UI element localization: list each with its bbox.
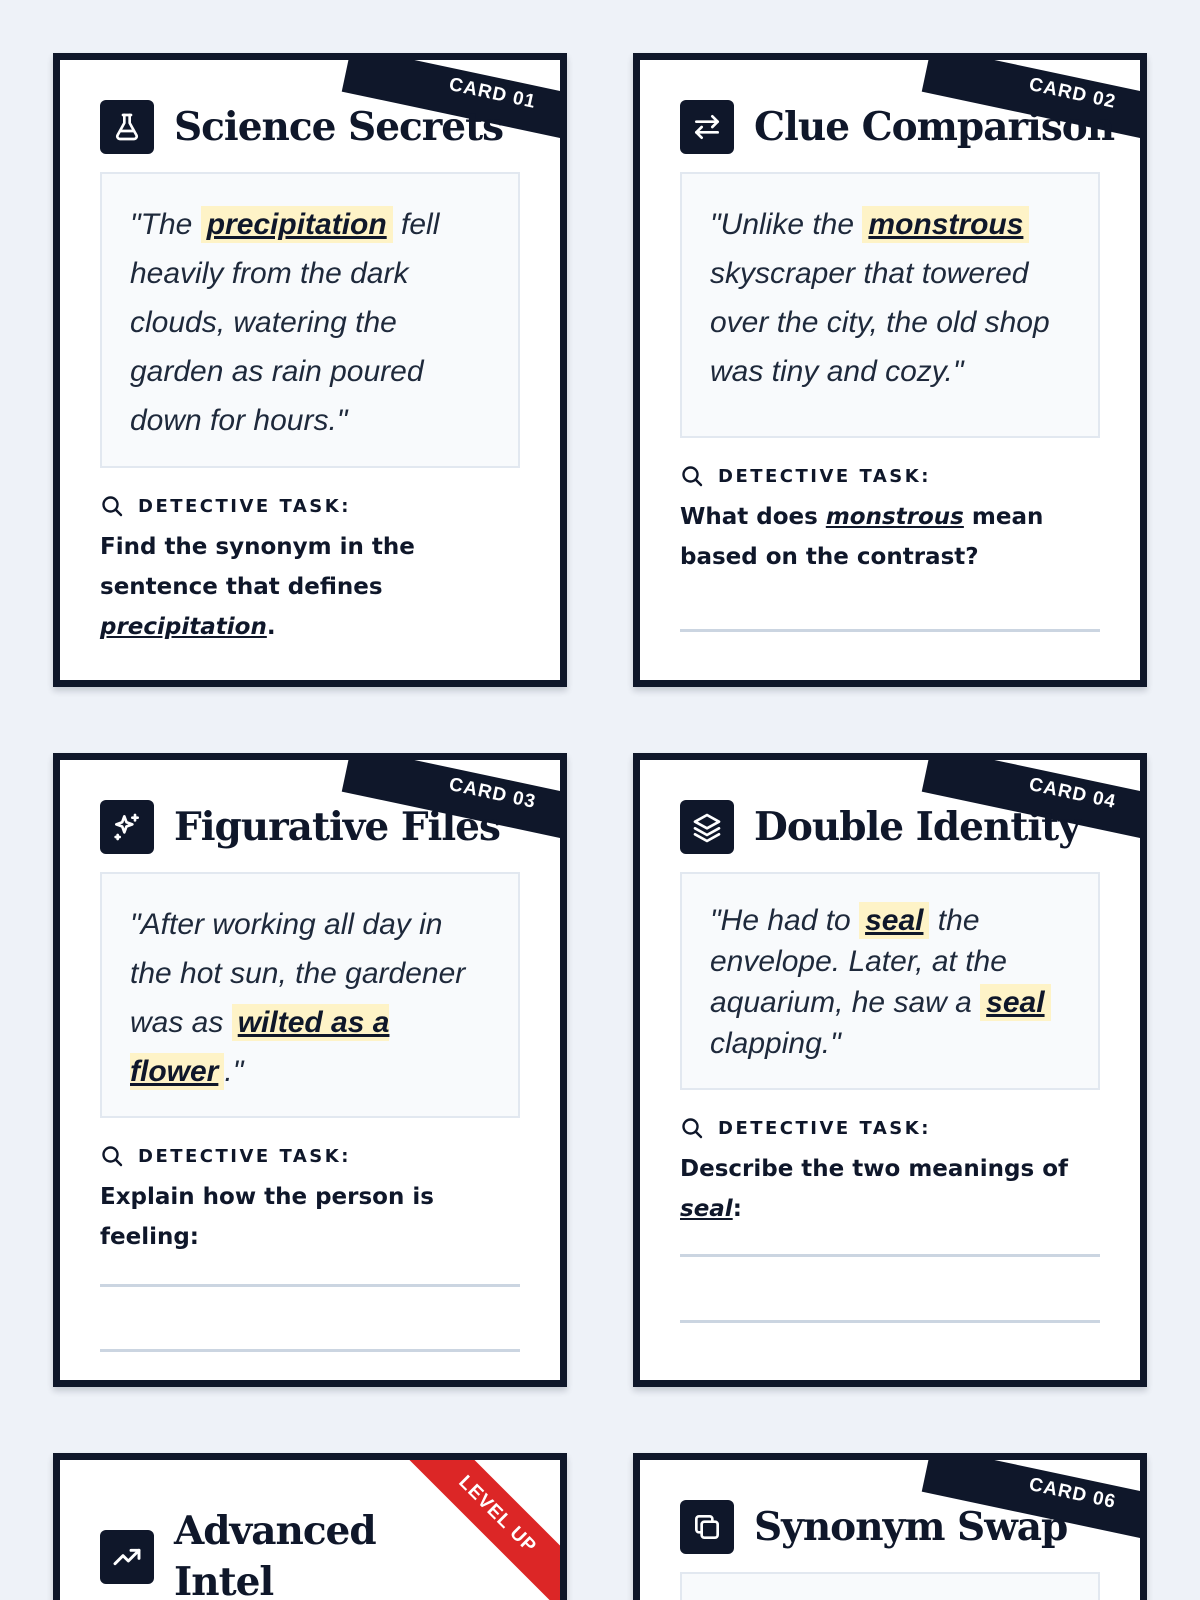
card-title — [174, 1506, 376, 1600]
vocab-card — [633, 53, 1147, 687]
task-keyword: precipitation — [100, 614, 267, 640]
quote-text: "The — [130, 208, 201, 241]
task-text — [680, 497, 1110, 577]
task-label — [680, 1116, 931, 1140]
answer-line[interactable] — [100, 1349, 520, 1352]
layers-icon — [680, 800, 734, 854]
task-text — [680, 1149, 1110, 1229]
card-header — [680, 100, 1114, 154]
card-title: Clue Comparison — [754, 104, 1115, 150]
card-header — [680, 1500, 1067, 1554]
quote-box — [680, 172, 1100, 438]
answer-line[interactable] — [680, 629, 1100, 632]
card-number: CARD 04 — [1027, 774, 1118, 813]
task-label-text: DETECTIVE TASK: — [718, 1117, 931, 1139]
card-number: CARD 02 — [1027, 74, 1118, 113]
flask-icon — [100, 100, 154, 154]
card-title: Synonym Swap — [754, 1504, 1068, 1550]
quote-text: "After working all day in the hot sun, the gardener was as — [130, 908, 466, 1039]
card-number: CARD 01 — [447, 74, 538, 113]
task-text-part: . — [266, 614, 276, 640]
task-label — [100, 494, 351, 518]
card-number: CARD 03 — [447, 774, 538, 813]
quote-text: clapping." — [710, 1027, 841, 1060]
task-text-part: What does — [680, 504, 826, 530]
quote-box — [680, 872, 1100, 1090]
trending-up-icon — [100, 1530, 154, 1584]
highlighted-word: seal — [980, 984, 1050, 1021]
quote-text: fell heavily from the dark clouds, watering the garden as rain poured down for hours." — [130, 208, 440, 437]
magnifier-icon — [100, 494, 124, 518]
card-title: Science Secrets — [174, 104, 504, 150]
card-header — [100, 1506, 376, 1600]
quote-text: skyscraper that towered over the city, the old shop was tiny and cozy." — [710, 257, 1050, 388]
quote-box — [680, 1572, 1100, 1600]
task-text-part: Explain how the person is feeling: — [100, 1184, 434, 1250]
highlighted-word: monstrous — [862, 206, 1029, 243]
vocab-card — [53, 753, 567, 1387]
task-text — [100, 1177, 530, 1257]
highlighted-word: precipitation — [201, 206, 393, 243]
card-title-line: Intel — [174, 1559, 274, 1600]
answer-line[interactable] — [100, 1284, 520, 1287]
task-label-text: DETECTIVE TASK: — [138, 495, 351, 517]
quote-text: "He had to — [710, 904, 860, 937]
level-up-ribbon — [399, 1453, 567, 1600]
quote-text: the envelope. Later, at the aquarium, he saw a — [710, 904, 1007, 1019]
arrows-swap-icon — [680, 100, 734, 154]
task-keyword: monstrous — [825, 504, 964, 530]
card-title-line: Advanced — [174, 1508, 376, 1554]
highlighted-word: wilted as a flower — [130, 1006, 390, 1088]
card-header — [680, 800, 1080, 854]
card-number: CARD 06 — [1027, 1474, 1118, 1513]
task-text-part: : — [732, 1196, 742, 1222]
task-text-part: Find the synonym in the sentence that defines — [100, 534, 415, 600]
task-label-text: DETECTIVE TASK: — [138, 1145, 351, 1167]
quote-box — [100, 872, 520, 1118]
vocab-card — [633, 1453, 1147, 1600]
magnifier-icon — [680, 464, 704, 488]
card-header — [100, 800, 500, 854]
copy-icon — [680, 1500, 734, 1554]
answer-line[interactable] — [680, 1254, 1100, 1257]
task-label-text: DETECTIVE TASK: — [718, 465, 931, 487]
vocab-card — [633, 753, 1147, 1387]
answer-line[interactable] — [680, 1320, 1100, 1323]
quote-text: "Unlike the — [710, 208, 863, 241]
task-text-part: mean based on the contrast? — [680, 504, 1044, 570]
sparkles-icon — [100, 800, 154, 854]
task-label — [100, 1144, 351, 1168]
card-title: Figurative Files — [174, 804, 500, 850]
magnifier-icon — [100, 1144, 124, 1168]
task-label — [680, 464, 931, 488]
task-text-part: Describe the two meanings of — [680, 1156, 1069, 1182]
quote-box — [100, 172, 520, 468]
task-text — [100, 527, 530, 647]
highlighted-word: seal — [859, 902, 929, 939]
magnifier-icon — [680, 1116, 704, 1140]
card-header — [100, 100, 503, 154]
level-up-badge: LEVEL UP — [454, 1471, 541, 1558]
task-keyword: seal — [680, 1196, 733, 1222]
vocab-card — [53, 53, 567, 687]
quote-text: ." — [224, 1055, 244, 1088]
card-title: Double Identity — [754, 804, 1080, 850]
vocab-card — [53, 1453, 567, 1600]
